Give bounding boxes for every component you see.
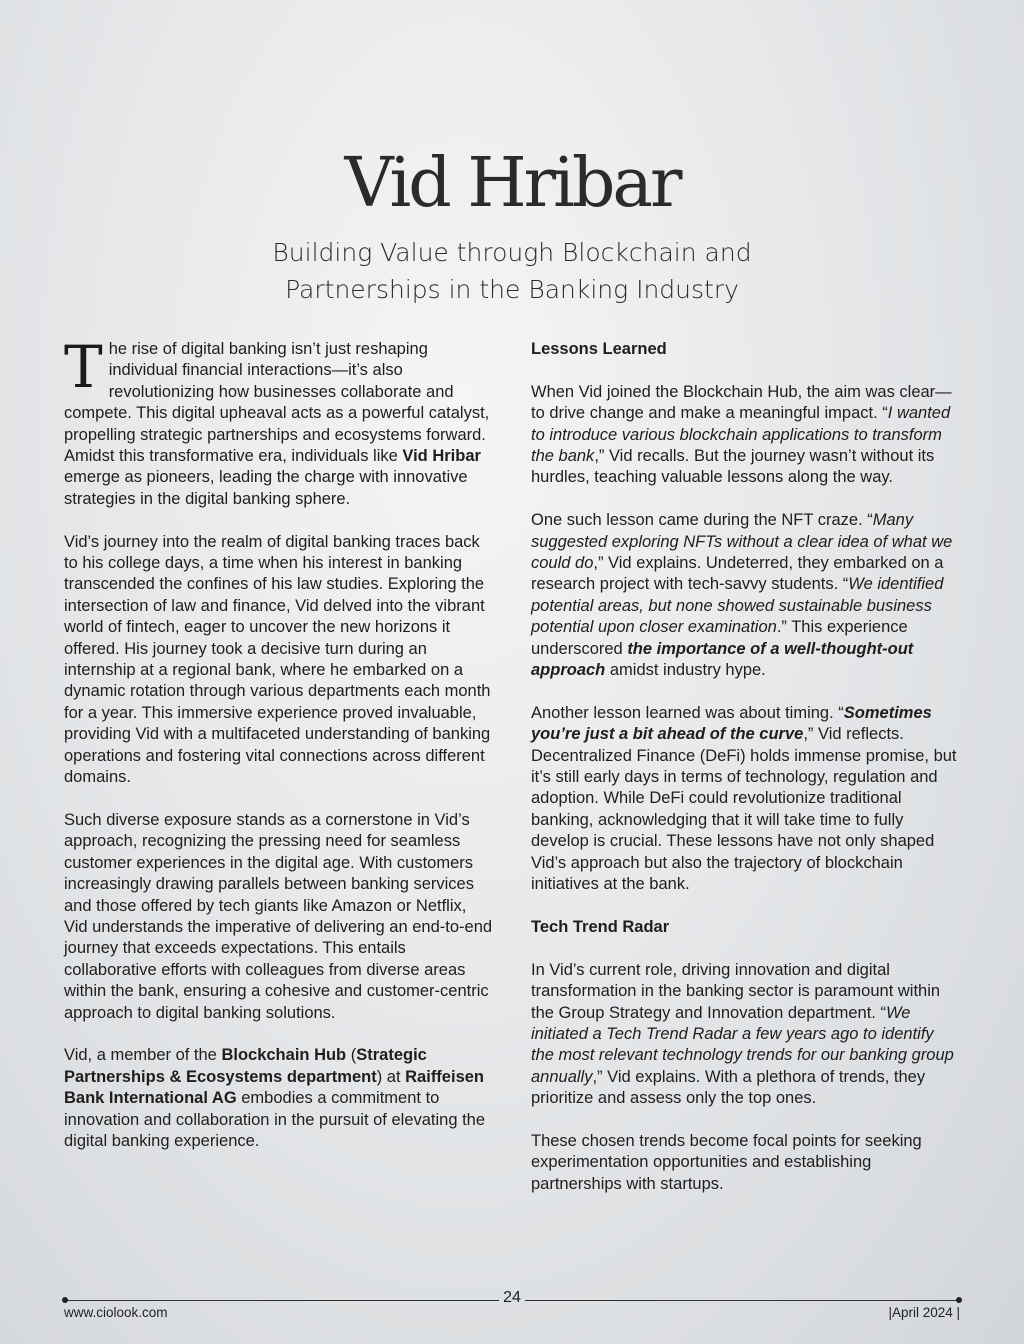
text-run: ,” Vid recalls. But the journey wasn’t without its hurdles, teaching valuable lessons along the way. [531, 447, 935, 487]
radar-paragraph-1 [531, 960, 961, 1110]
drop-cap: T [64, 333, 103, 401]
text-run: ,” Vid explains. Undeterred, they embarked on a research project with tech-savvy students. “ [531, 554, 944, 594]
subtitle-line-2: Partnerships in the Banking Industry [285, 275, 739, 304]
footer-rule-dot-right [956, 1297, 962, 1303]
bold-name: Vid Hribar [402, 447, 481, 466]
text-run: One such lesson came during the NFT craze. “ [531, 511, 873, 530]
footer-website: www.ciolook.com [64, 1305, 168, 1320]
text-run: ( [346, 1046, 357, 1065]
radar-paragraph-2: These chosen trends become focal points for seeking experimentation opportunities and establishing partnerships with startups. [531, 1131, 922, 1193]
journey-paragraph: Vid’s journey into the realm of digital banking traces back to his college days, a time when his interest in banking transcended the confines of his law studies. Exploring the intersection of law and finance, Vid delved into the vibrant world of fintech, eager to uncover the new horizons it offered. His journey took a decisive turn during an internship at a regional bank, where he embarked on a dynamic rotation through various departments each month for a year. This immersive experience proved invaluable, providing Vid with a multifaceted understanding of banking operations and fostering vital connections across different domains. [64, 532, 491, 787]
lessons-paragraph-2 [531, 510, 961, 681]
bold-text: Blockchain Hub [221, 1046, 347, 1065]
text-run: When Vid joined the Blockchain Hub, the aim was clear—to drive change and make a meaningful impact. “ [531, 382, 952, 423]
page-number: 24 [503, 1289, 521, 1306]
article-title: Vid Hribar [344, 144, 680, 223]
text-run: amidst industry hype. [605, 661, 766, 680]
footer-issue-date: |April 2024 | [888, 1305, 960, 1320]
section-heading-lessons: Lessons Learned [531, 340, 667, 358]
bold-text: Strategic Partnerships & Ecosystems department [64, 1046, 427, 1086]
text-run: ) at [376, 1067, 406, 1086]
emphasis-text: the importance of a well-thought-out approach [531, 639, 914, 680]
lessons-paragraph-1 [531, 382, 961, 489]
right-column [531, 339, 961, 1217]
text-run: ,” Vid reflects. Decentralized Finance (DeFi) holds immense promise, but it’s still early days in terms of technology, regulation and adoption. While DeFi could revolutionize traditional banking, acknowledging that it will take time to fully develop is crucial. These lessons have not only shaped Vid’s approach but also the trajectory of blockchain initiatives at the bank. [531, 725, 957, 894]
quote-text: We initiated a Tech Trend Radar a few years ago to identify the most relevant technology trends for our banking group annually [531, 1003, 954, 1086]
quote-text: Many suggested exploring NFTs without a clear idea of what we could do [531, 511, 953, 573]
text-run: he rise of digital banking isn’t just reshaping individual financial interactions—it’s also revolutionizing how businesses collaborate and compete. This digital upheaval acts as a powerful catalyst, propelling strategic partnerships and ecosystems forward. Amidst this transformative era, individuals like [64, 340, 490, 466]
quote-text: I wanted to introduce various blockchain applications to transform the bank [531, 404, 951, 466]
quote-text: We identified potential areas, but none showed sustainable business potential upon closer examination [531, 575, 944, 637]
text-run: Another lesson learned was about timing. “ [531, 703, 844, 722]
section-heading-radar: Tech Trend Radar [531, 917, 670, 936]
lessons-paragraph-3 [531, 703, 961, 896]
emphasis-text: Sometimes you’re just a bit ahead of the curve [531, 703, 932, 744]
intro-paragraph [64, 333, 494, 510]
text-run: emerge as pioneers, leading the charge with innovative strategies in the digital banking sphere. [64, 468, 468, 508]
text-run: .” This experience underscored [531, 618, 908, 658]
text-run: Vid, a member of the [64, 1046, 222, 1065]
subtitle-line-1: Building Value through Blockchain and [272, 238, 752, 267]
exposure-paragraph: Such diverse exposure stands as a cornerstone in Vid’s approach, recognizing the pressing need for seamless customer experiences in the digital age. With customers increasingly drawing parallels between banking services and those offered by tech giants like Amazon or Netflix, Vid understands the imperative of delivering an end-to-end journey that exceeds expectations. This entails collaborative efforts with colleagues from diverse areas within the bank, ensuring a cohesive and customer-centric approach to digital banking solutions. [64, 810, 493, 1022]
article-subtitle [0, 234, 1024, 308]
left-column [64, 333, 494, 1174]
membership-paragraph [64, 1045, 494, 1152]
footer-rule-dot-left [62, 1297, 68, 1303]
bold-text: Raiffeisen Bank International AG [64, 1067, 484, 1108]
text-run: embodies a commitment to innovation and collaboration in the pursuit of elevating the digital banking experience. [64, 1089, 486, 1150]
text-run: ,” Vid explains. With a plethora of trends, they prioritize and assess only the top ones. [531, 1067, 926, 1108]
text-run: In Vid’s current role, driving innovation and digital transformation in the banking sector is paramount within the Group Strategy and Innovation department. “ [531, 960, 941, 1022]
